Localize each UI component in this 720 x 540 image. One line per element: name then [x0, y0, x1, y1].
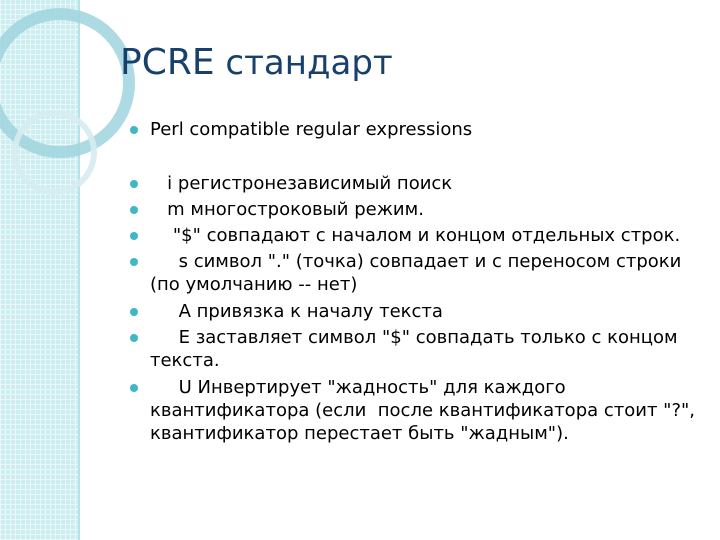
bullet-icon — [130, 258, 138, 266]
list-item: U Инвертирует "жадность" для каждого квантификатора (если после квантификатора стоит "?", квантификатор перестает быть "жадным"). — [150, 377, 696, 444]
bullet-icon — [130, 334, 138, 342]
bullet-icon — [130, 232, 138, 240]
list-item: "$" совпадают с началом и концом отдельных строк. — [150, 225, 681, 246]
decorative-ring-small — [12, 110, 97, 195]
slide-title-cyrillic: стандарт — [214, 43, 393, 83]
bullet-icon — [130, 384, 138, 392]
bullet-icon — [130, 308, 138, 316]
slide-title-latin: PCRE — [120, 42, 215, 83]
bullet-icon — [130, 180, 138, 188]
list-item: Perl compatible regular expressions — [150, 119, 473, 140]
bullet-icon — [130, 126, 138, 134]
slide-title — [120, 42, 393, 83]
bullet-icon — [130, 206, 138, 214]
list-item: A привязка к началу текста — [150, 301, 443, 322]
list-item: i регистронезависимый поиск — [150, 173, 453, 194]
list-item: m многостроковый режим. — [150, 199, 424, 220]
list-item: E заставляет символ "$" совпадать только с концом текста. — [150, 327, 678, 371]
list-item: s символ "." (точка) совпадает и с переносом строки (по умолчанию -- нет) — [150, 251, 682, 295]
